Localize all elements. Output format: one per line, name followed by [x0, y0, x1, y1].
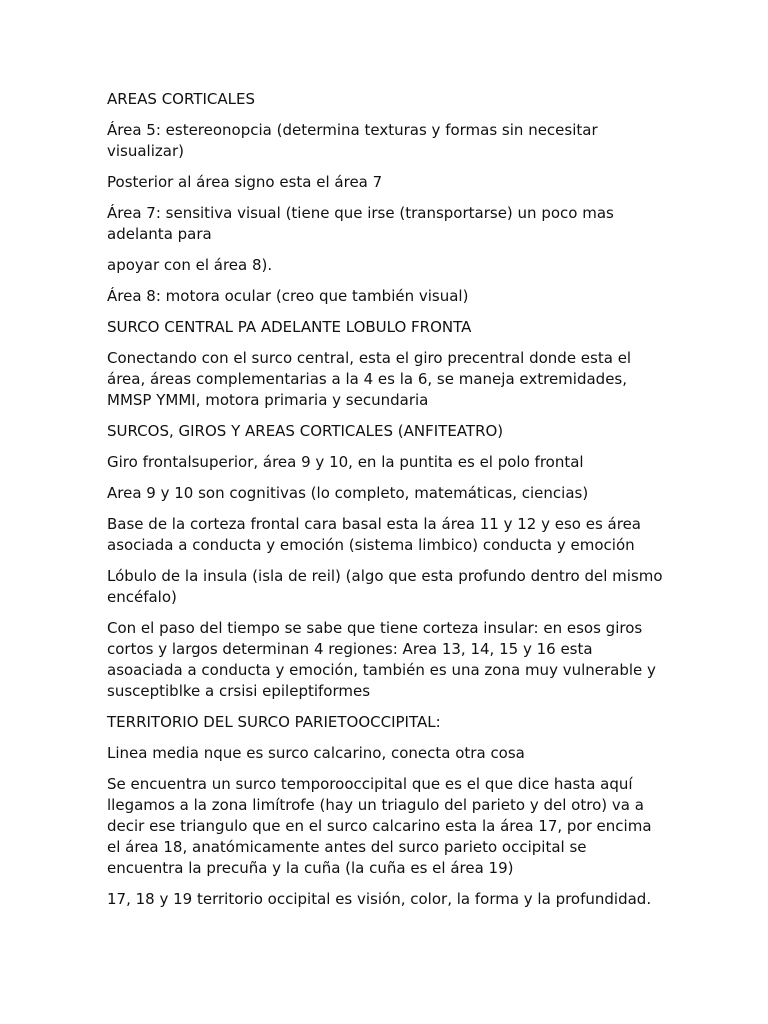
paragraph: Área 7: sensitiva visual (tiene que irse (transportarse) un poco mas adelanta para	[107, 204, 614, 243]
paragraph: Área 8: motora ocular (creo que también visual)	[107, 287, 469, 305]
paragraph: Con el paso del tiempo se sabe que tiene corteza insular: en esos giros cortos y largos determinan 4 regiones: Area 13, 14, 15 y 16 esta asoaciada a conducta y emoción, también es una zona muy vulnerable y susceptiblke a crsisi epileptiformes	[107, 619, 656, 700]
paragraph: Se encuentra un surco temporooccipital que es el que dice hasta aquí llegamos a la zona limítrofe (hay un triagulo del parieto y del otro) va a decir ese triangulo que en el surco calcarino esta la área 17, por encima el área 18, anatómicamente antes del surco parieto occipital se encuentra la precuña y la cuña (la cuña es el área 19)	[107, 775, 652, 877]
paragraph: Conectando con el surco central, esta el giro precentral donde esta el área, áreas complementarias a la 4 es la 6, se maneja extremidades, MMSP YMMI, motora primaria y secundaria	[107, 349, 632, 409]
paragraph: 17, 18 y 19 territorio occipital es visión, color, la forma y la profundidad.	[107, 890, 652, 908]
section-heading: TERRITORIO DEL SURCO PARIETOOCCIPITAL:	[107, 713, 441, 731]
paragraph: Giro frontalsuperior, área 9 y 10, en la puntita es el polo frontal	[107, 453, 584, 471]
document-body	[107, 89, 667, 920]
section-heading: SURCOS, GIROS Y AREAS CORTICALES (ANFITEATRO)	[107, 422, 504, 440]
paragraph: Área 5: estereonopcia (determina texturas y formas sin necesitar visualizar)	[107, 121, 598, 160]
paragraph: Lóbulo de la insula (isla de reil) (algo que esta profundo dentro del mismo encéfalo)	[107, 567, 663, 606]
paragraph: Base de la corteza frontal cara basal esta la área 11 y 12 y eso es área asociada a conducta y emoción (sistema limbico) conducta y emoción	[107, 515, 641, 554]
document-heading: AREAS CORTICALES	[107, 90, 256, 108]
paragraph: apoyar con el área 8).	[107, 256, 273, 274]
paragraph: Posterior al área signo esta el área 7	[107, 173, 383, 191]
paragraph: Area 9 y 10 son cognitivas (lo completo, matemáticas, ciencias)	[107, 484, 589, 502]
section-heading: SURCO CENTRAL PA ADELANTE LOBULO FRONTA	[107, 318, 472, 336]
paragraph: Linea media nque es surco calcarino, conecta otra cosa	[107, 744, 525, 762]
